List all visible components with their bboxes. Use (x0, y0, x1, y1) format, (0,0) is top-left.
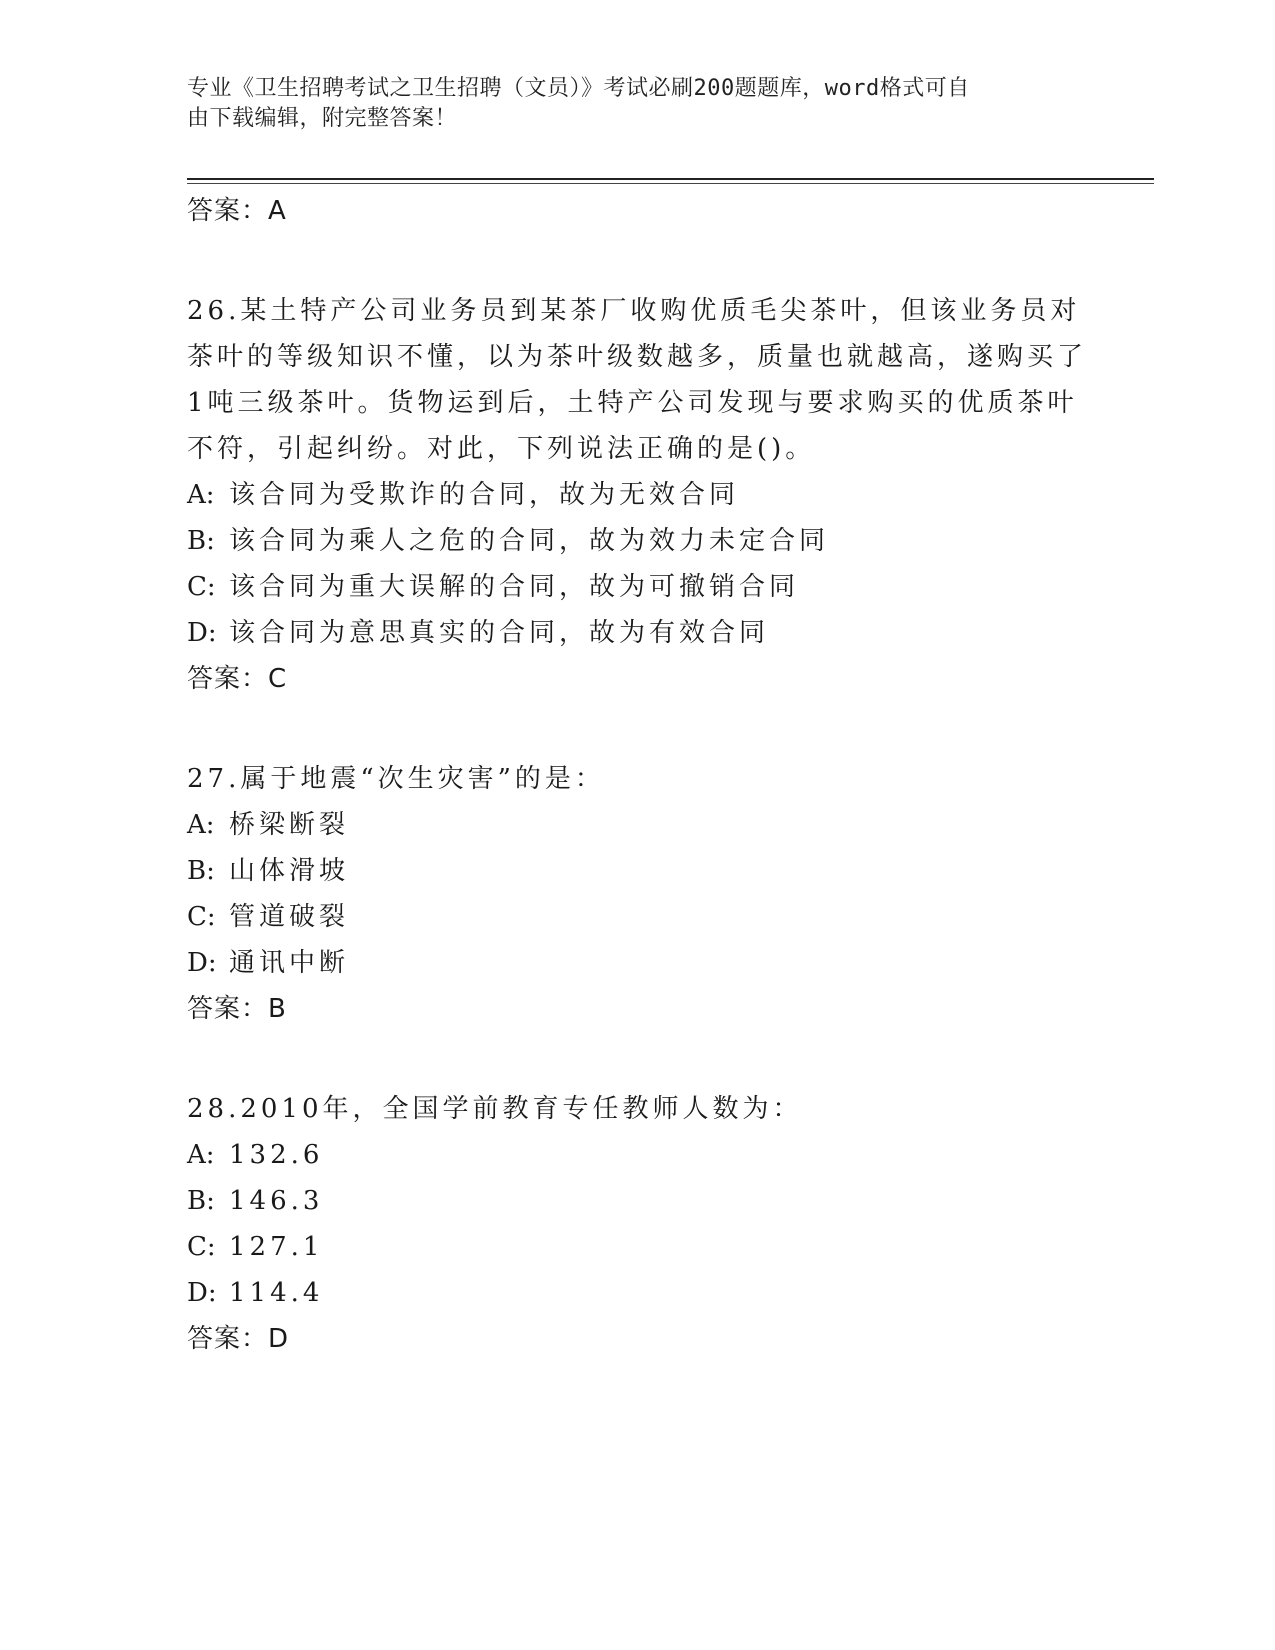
option-label: A: (187, 1140, 215, 1170)
option-a (187, 1132, 1087, 1178)
option-text: 管道破裂 (229, 902, 350, 932)
option-label: C: (187, 572, 216, 602)
option-text: 该合同为受欺诈的合同，故为无效合同 (229, 480, 740, 510)
option-d (187, 1270, 1087, 1316)
answer-line: 答案：A (187, 196, 287, 226)
option-label: D: (187, 948, 217, 978)
option-text: 127.1 (229, 1232, 324, 1262)
option-text: 114.4 (229, 1278, 324, 1308)
header-divider-thin (187, 183, 1154, 184)
option-d (187, 610, 1087, 656)
option-c (187, 1224, 1087, 1270)
option-b (187, 848, 1087, 894)
option-a (187, 802, 1087, 848)
option-label: D: (187, 618, 217, 648)
option-label: B: (187, 526, 215, 556)
option-label: B: (187, 856, 215, 886)
header-line-2: 由下载编辑，附完整答案！ (187, 106, 458, 131)
option-d (187, 940, 1087, 986)
answer-line: 答案：D (187, 1324, 290, 1354)
option-text: 该合同为重大误解的合同，故为可撤销合同 (229, 572, 800, 602)
answer-line: 答案：C (187, 664, 288, 694)
option-text: 通讯中断 (229, 948, 350, 978)
option-b (187, 518, 1087, 564)
option-label: B: (187, 1186, 215, 1216)
option-text: 桥梁断裂 (229, 810, 350, 840)
document-header (187, 74, 1067, 134)
option-b (187, 1178, 1087, 1224)
option-label: D: (187, 1278, 217, 1308)
question-26 (187, 288, 1087, 702)
option-text: 该合同为乘人之危的合同，故为效力未定合同 (229, 526, 830, 556)
option-text: 146.3 (229, 1186, 324, 1216)
question-27 (187, 756, 1087, 1032)
answer-line: 答案：B (187, 994, 287, 1024)
option-label: A: (187, 810, 215, 840)
question-28 (187, 1086, 1087, 1362)
option-text: 132.6 (229, 1140, 324, 1170)
header-line-1: 专业《卫生招聘考试之卫生招聘（文员）》考试必刷200题题库，word格式可自 (187, 76, 970, 101)
option-c (187, 894, 1087, 940)
option-c (187, 564, 1087, 610)
option-label: C: (187, 1232, 216, 1262)
option-label: C: (187, 902, 216, 932)
option-text: 山体滑坡 (229, 856, 350, 886)
option-text: 该合同为意思真实的合同，故为有效合同 (229, 618, 770, 648)
question-stem: 27.属于地震“次生灾害”的是： (187, 764, 605, 794)
question-list (187, 188, 1087, 1362)
header-divider-thick (187, 178, 1154, 180)
option-a (187, 472, 1087, 518)
option-label: A: (187, 480, 215, 510)
question-stem: 28.2010年，全国学前教育专任教师人数为： (187, 1094, 803, 1124)
question-stem: 26.某土特产公司业务员到某茶厂收购优质毛尖茶叶，但该业务员对茶叶的等级知识不懂，以为茶叶级数越多，质量也就越高，遂购买了1吨三级茶叶。货物运到后，土特产公司发现与要求购买的优质茶叶不符，引起纠纷。对此，下列说法正确的是()。 (187, 296, 1088, 464)
